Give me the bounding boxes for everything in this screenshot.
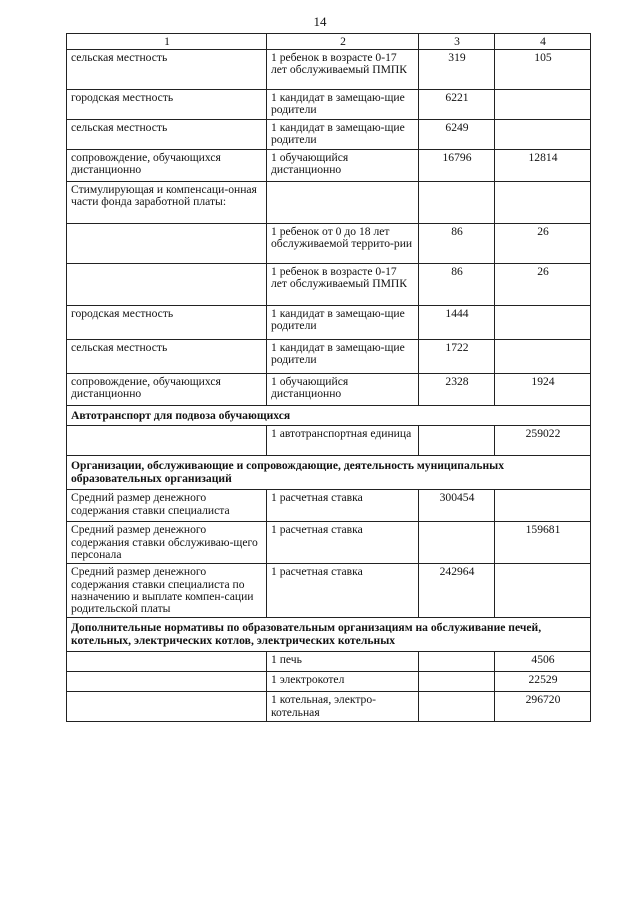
cell-value-col4: 22529 — [495, 672, 591, 692]
table-row — [67, 340, 591, 374]
table-row — [67, 306, 591, 340]
cell-value-col4: 296720 — [495, 692, 591, 722]
cell-value-col4 — [495, 120, 591, 150]
table-row — [67, 224, 591, 264]
cell-unit: 1 кандидат в замещаю-щие родители — [267, 120, 419, 150]
cell-value-col3: 319 — [419, 50, 495, 90]
table-row — [67, 490, 591, 522]
cell-indicator: сопровождение, обучающихся дистанционно — [67, 150, 267, 182]
cell-value-col3 — [419, 652, 495, 672]
cell-value-col4 — [495, 182, 591, 224]
page-number: 14 — [313, 14, 327, 29]
table-row — [67, 120, 591, 150]
table-row — [67, 374, 591, 406]
cell-value-col4: 259022 — [495, 426, 591, 456]
column-header: 1 — [67, 34, 267, 50]
cell-value-col3 — [419, 672, 495, 692]
cell-value-col3: 16796 — [419, 150, 495, 182]
cell-indicator: городская местность — [67, 306, 267, 340]
table-row — [67, 50, 591, 90]
table-row — [67, 652, 591, 672]
cell-value-col3 — [419, 182, 495, 224]
table-row — [67, 426, 591, 456]
cell-unit — [267, 182, 419, 224]
section-title: Дополнительные нормативы по образовательным организациям на обслуживание печей, котельных, электрических котлов, электрических котельных — [67, 618, 591, 652]
cell-value-col4 — [495, 340, 591, 374]
cell-value-col4 — [495, 490, 591, 522]
section-header-row — [67, 618, 591, 652]
section-header-row — [67, 456, 591, 490]
cell-indicator — [67, 264, 267, 306]
header-row — [67, 34, 591, 50]
cell-unit: 1 электрокотел — [267, 672, 419, 692]
cell-indicator — [67, 224, 267, 264]
cell-unit: 1 кандидат в замещаю-щие родители — [267, 90, 419, 120]
cell-indicator: Стимулирующая и компенсаци-онная части фонда заработной платы: — [67, 182, 267, 224]
cell-unit: 1 печь — [267, 652, 419, 672]
cell-value-col3: 86 — [419, 264, 495, 306]
cell-value-col3: 1444 — [419, 306, 495, 340]
section-header-row — [67, 406, 591, 426]
table-row — [67, 150, 591, 182]
cell-unit: 1 ребенок в возрасте 0-17 лет обслуживаемый ПМПК — [267, 50, 419, 90]
table-row — [67, 522, 591, 564]
cell-value-col4: 26 — [495, 224, 591, 264]
cell-value-col3: 6221 — [419, 90, 495, 120]
section-title: Организации, обслуживающие и сопровождающие, деятельность муниципальных образовательных организаций — [67, 456, 591, 490]
cell-value-col3 — [419, 426, 495, 456]
column-header: 4 — [495, 34, 591, 50]
cell-indicator: сельская местность — [67, 120, 267, 150]
cell-value-col3 — [419, 522, 495, 564]
table-row — [67, 264, 591, 306]
cell-unit: 1 расчетная ставка — [267, 490, 419, 522]
cell-value-col3: 242964 — [419, 564, 495, 618]
cell-value-col3: 1722 — [419, 340, 495, 374]
cell-unit: 1 кандидат в замещаю-щие родители — [267, 340, 419, 374]
table-row — [67, 182, 591, 224]
cell-value-col4 — [495, 90, 591, 120]
table-row — [67, 564, 591, 618]
column-header: 2 — [267, 34, 419, 50]
cell-value-col4: 159681 — [495, 522, 591, 564]
cell-unit: 1 ребенок от 0 до 18 лет обслуживаемой террито-рии — [267, 224, 419, 264]
cell-unit: 1 ребенок в возрасте 0-17 лет обслуживаемый ПМПК — [267, 264, 419, 306]
cell-indicator — [67, 426, 267, 456]
cell-unit: 1 обучающийся дистанционно — [267, 374, 419, 406]
cell-value-col4: 1924 — [495, 374, 591, 406]
cell-value-col3: 86 — [419, 224, 495, 264]
cell-value-col4: 105 — [495, 50, 591, 90]
cell-indicator — [67, 672, 267, 692]
cell-value-col4: 26 — [495, 264, 591, 306]
cell-indicator — [67, 692, 267, 722]
cell-indicator: сельская местность — [67, 50, 267, 90]
cell-unit: 1 автотранспортная единица — [267, 426, 419, 456]
cell-value-col3: 6249 — [419, 120, 495, 150]
cell-indicator: городская местность — [67, 90, 267, 120]
cell-indicator: Средний размер денежного содержания ставки специалиста по назначению и выплате компен-сации родительской платы — [67, 564, 267, 618]
table-row — [67, 672, 591, 692]
normatives-table — [66, 33, 591, 722]
column-header: 3 — [419, 34, 495, 50]
cell-value-col3: 300454 — [419, 490, 495, 522]
table-row — [67, 90, 591, 120]
cell-indicator: сопровождение, обучающихся дистанционно — [67, 374, 267, 406]
cell-unit: 1 обучающийся дистанционно — [267, 150, 419, 182]
cell-indicator — [67, 652, 267, 672]
cell-unit: 1 расчетная ставка — [267, 522, 419, 564]
cell-value-col3 — [419, 692, 495, 722]
section-title: Автотранспорт для подвоза обучающихся — [67, 406, 591, 426]
cell-indicator: Средний размер денежного содержания ставки обслуживаю-щего персонала — [67, 522, 267, 564]
cell-indicator: Средний размер денежного содержания ставки специалиста — [67, 490, 267, 522]
cell-value-col4 — [495, 306, 591, 340]
cell-unit: 1 котельная, электро-котельная — [267, 692, 419, 722]
cell-unit: 1 кандидат в замещаю-щие родители — [267, 306, 419, 340]
cell-indicator: сельская местность — [67, 340, 267, 374]
table-row — [67, 692, 591, 722]
cell-unit: 1 расчетная ставка — [267, 564, 419, 618]
cell-value-col3: 2328 — [419, 374, 495, 406]
cell-value-col4 — [495, 564, 591, 618]
cell-value-col4: 4506 — [495, 652, 591, 672]
cell-value-col4: 12814 — [495, 150, 591, 182]
